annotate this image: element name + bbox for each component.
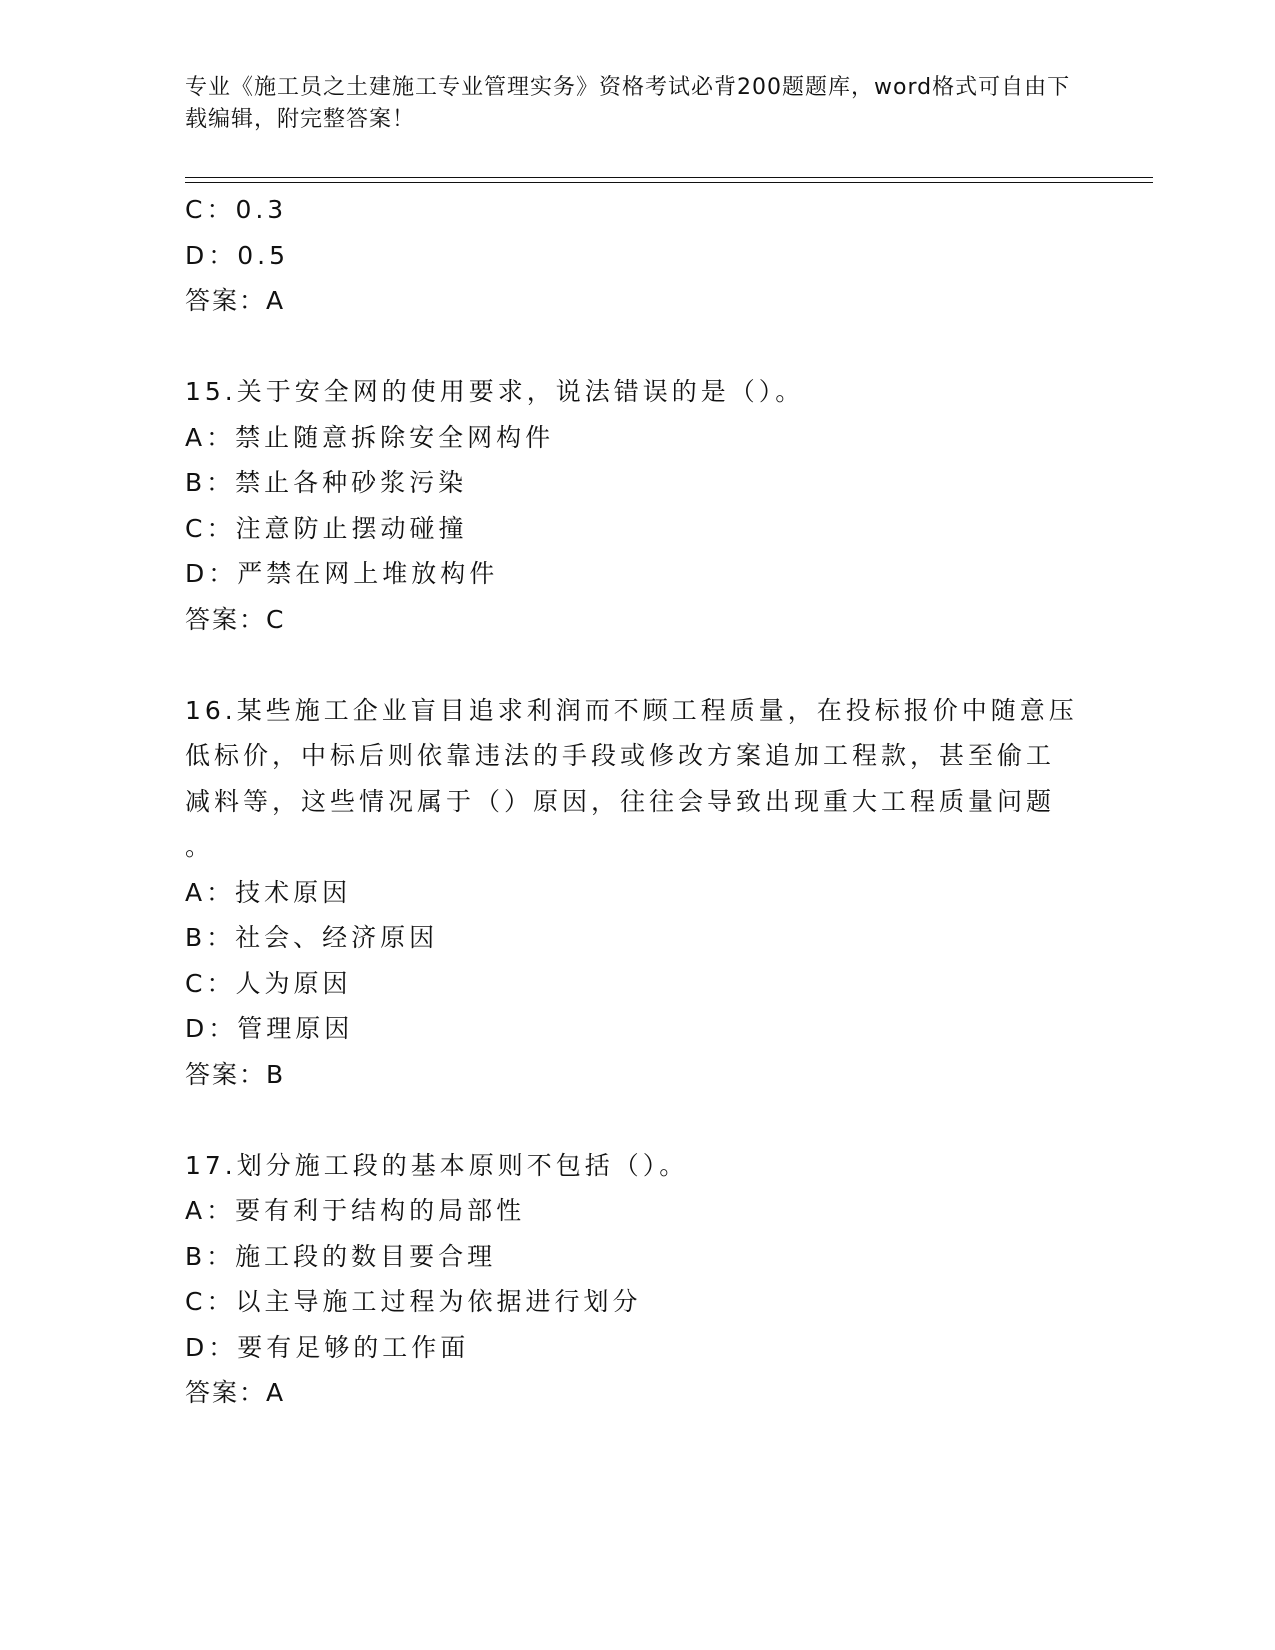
question-14-tail [185, 187, 1145, 324]
answer: 答案：C [185, 604, 286, 634]
option-b: B：社会、经济原因 [185, 923, 439, 952]
spacer [185, 642, 1145, 688]
question-stem: 15.关于安全网的使用要求，说法错误的是（）。 [185, 377, 805, 406]
question-list [185, 187, 1145, 1416]
question-stem-line: 。 [185, 832, 215, 861]
option-a: A：要有利于结构的局部性 [185, 1196, 526, 1225]
option-d: D：管理原因 [185, 1014, 354, 1043]
option-c: C：人为原因 [185, 968, 352, 998]
question-16 [185, 688, 1145, 1098]
option-c: C：注意防止摆动碰撞 [185, 513, 468, 543]
spacer [185, 1097, 1145, 1143]
answer: 答案：A [185, 1378, 286, 1407]
spacer [185, 324, 1145, 370]
option-a: A：禁止随意拆除安全网构件 [185, 422, 555, 452]
option-c: C：0.3 [185, 195, 288, 224]
option-c: C：以主导施工过程为依据进行划分 [185, 1287, 642, 1316]
question-stem-line: 16.某些施工企业盲目追求利润而不顾工程质量，在投标报价中随意压 [185, 695, 1078, 725]
question-17 [185, 1143, 1145, 1416]
question-stem: 17.划分施工段的基本原则不包括（）。 [185, 1150, 689, 1180]
header-rule-top [185, 177, 1153, 178]
question-15 [185, 369, 1145, 642]
answer: 答案：B [185, 1059, 286, 1089]
option-b: B：施工段的数目要合理 [185, 1241, 497, 1271]
option-d: D：要有足够的工作面 [185, 1332, 470, 1362]
document-header: 专业《施工员之土建施工专业管理实务》资格考试必背200题题库，word格式可自由下载编辑，附完整答案！ [185, 75, 1071, 132]
option-a: A：技术原因 [185, 877, 352, 907]
question-stem-line: 减料等，这些情况属于（）原因，往往会导致出现重大工程质量问题 [185, 786, 1056, 816]
option-d: D：严禁在网上堆放构件 [185, 559, 499, 588]
option-d: D：0.5 [185, 240, 290, 270]
option-b: B：禁止各种砂浆污染 [185, 468, 468, 497]
header-rule-bottom [185, 182, 1153, 183]
answer: 答案：A [185, 286, 286, 315]
question-stem-line: 低标价，中标后则依靠违法的手段或修改方案追加工程款，甚至偷工 [185, 741, 1056, 770]
